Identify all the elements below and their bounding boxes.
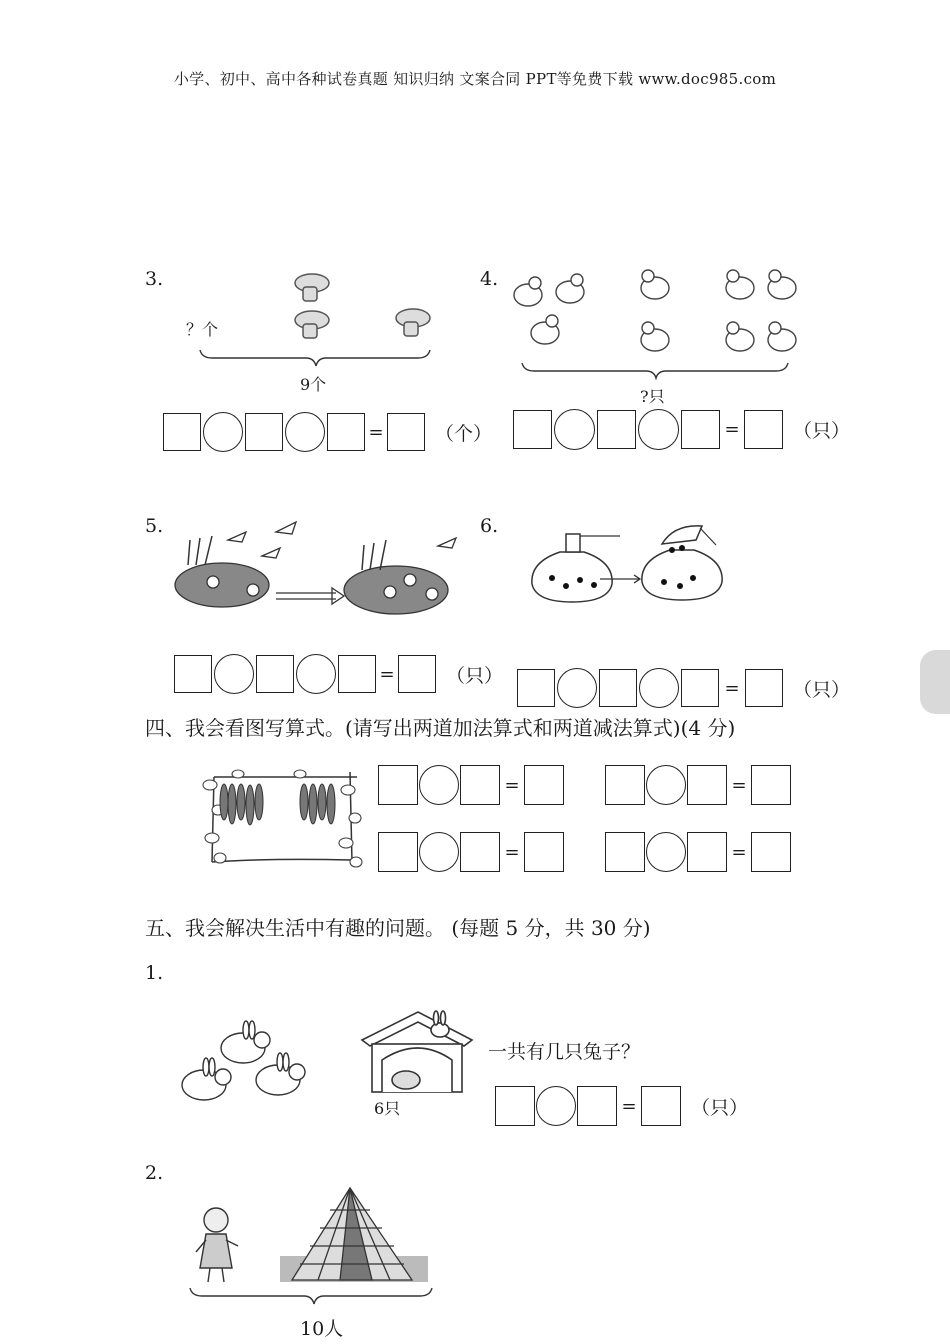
equals-sign: = <box>504 774 520 796</box>
equals-sign: = <box>731 841 747 863</box>
brace <box>190 1288 432 1304</box>
equals-sign: = <box>379 663 395 685</box>
rabbit-question: 一共有几只兔子？ <box>488 1041 641 1063</box>
unknown-count-label: ？个 <box>186 320 219 339</box>
question-number-1: 1. <box>145 962 164 984</box>
total-people-label: 10人 <box>300 1318 344 1340</box>
equals-sign: = <box>731 774 747 796</box>
equals-sign: = <box>724 677 740 699</box>
total-label-9: 9个 <box>300 375 327 394</box>
unit-label: （只） <box>793 678 851 701</box>
house-rabbit-count: 6只 <box>374 1099 401 1118</box>
unit-label: （个） <box>435 422 493 445</box>
unit-label: （只） <box>446 664 504 687</box>
question-number-6: 6. <box>480 515 499 537</box>
question-number-5: 5. <box>145 515 164 537</box>
question-number-3: 3. <box>145 268 164 290</box>
tent-icon <box>280 1188 428 1282</box>
section-4-title: 四、我会看图写算式。(请写出两道加法算式和两道减法算式)(4 分) <box>145 716 736 740</box>
unit-label: （只） <box>691 1096 749 1119</box>
page-header: 小学、初中、高中各种试卷真题 知识归纳 文案合同 PPT等免费下载 www.doc985.com <box>173 70 777 88</box>
unit-label: （只） <box>793 420 851 442</box>
total-label-chicks: ?只 <box>640 387 665 406</box>
question-number-2: 2. <box>145 1162 164 1184</box>
girl-icon <box>196 1208 238 1282</box>
equals-sign: = <box>621 1095 637 1117</box>
equals-sign: = <box>724 419 740 440</box>
question-number-4: 4. <box>480 268 499 290</box>
section-5-title: 五、我会解决生活中有趣的问题。 (每题 5 分，共 30 分) <box>145 916 651 940</box>
equals-sign: = <box>368 421 384 443</box>
equals-sign: = <box>504 841 520 863</box>
